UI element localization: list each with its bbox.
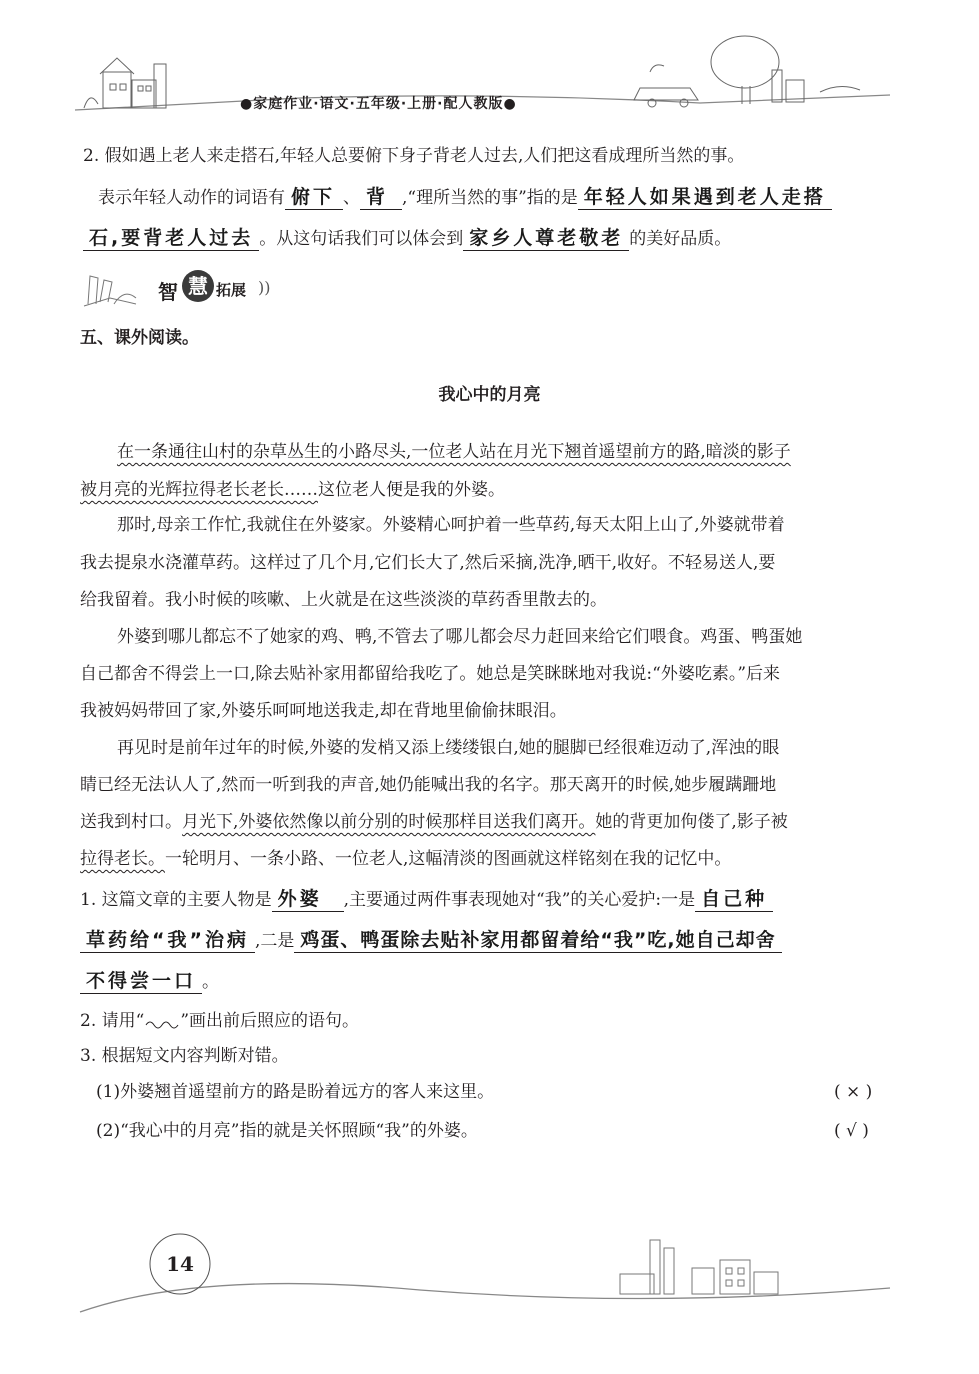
article-p4-line4 <box>80 848 731 870</box>
q2-answer-line-2 <box>83 227 731 251</box>
q2-instruction-post: ”画出前后照应的语句。 <box>180 1011 360 1031</box>
banner-text-tuozhan: 拓展 <box>216 281 247 299</box>
q1-answer-person: 外婆 <box>277 888 322 910</box>
section-5-title: 五、课外阅读。 <box>80 328 199 348</box>
article-p2-line2: 我去提泉水浇灌草药。这样过了几个月,它们长大了,然后采摘,洗净,晒干,收好。不轻易送人,要 <box>80 553 776 573</box>
article-p1-line2-rest: 这位老人便是我的外婆。 <box>318 480 505 500</box>
q1-answer-event1-part1: 自己种 <box>701 888 768 910</box>
q2-answer-a: 俯下 <box>291 186 336 208</box>
q2-answer-line-1 <box>98 186 832 210</box>
article-p4-line3 <box>80 811 788 833</box>
article-p3-line2: 自己都舍不得尝上一口,除去贴补家用都留给我吃了。她总是笑眯眯地对我说:“外婆吃素。”后来 <box>80 664 781 684</box>
article-p1-line2 <box>80 479 505 501</box>
q3-stem: 3. 根据短文内容判断对错。 <box>80 1046 289 1066</box>
q1-line2 <box>80 929 782 953</box>
article-p3-line1: 外婆到哪儿都忘不了她家的鸡、鸭,不管去了哪儿都会尽力赶回来给它们喂食。鸡蛋、鸭蛋她 <box>117 627 803 647</box>
banner-char-zhi: 智 <box>158 280 178 304</box>
q2-prompt-a: 表示年轻人动作的词语有 <box>98 188 285 208</box>
tree-car-sketch-right <box>634 36 860 107</box>
banner-wave-icon: )) <box>258 278 271 297</box>
q1-prompt-mid2: ,二是 <box>254 931 295 951</box>
article-p2-line3: 给我留着。我小时候的咳嗽、上火就是在这些淡淡的草药香里散去的。 <box>80 590 607 610</box>
q1-line1 <box>80 888 773 912</box>
article-p4-line3-rest: 她的背更加佝偻了,影子被 <box>595 812 788 832</box>
q2-instruction <box>80 1010 359 1032</box>
banner-char-hui: 慧 <box>182 270 214 302</box>
wavy-line-icon <box>144 1015 180 1029</box>
article-p1-line2-marked: 被月亮的光辉拉得老长老长…… <box>80 480 318 500</box>
q2-answer-c-part1: 年轻人如果遇到老人走搭 <box>583 186 826 208</box>
article-p4-line1: 再见时是前年过年的时候,外婆的发梢又添上缕缕银白,她的腿脚已经很难迈动了,浑浊的眼 <box>117 738 780 758</box>
q1-prompt: 1. 这篇文章的主要人物是 <box>80 890 272 910</box>
q3-item-1: (1)外婆翘首遥望前方的路是盼着远方的客人来这里。 <box>96 1082 495 1102</box>
article-p4-line4-rest: 一轮明月、一条小路、一位老人,这幅清淡的图画就这样铭刻在我的记忆中。 <box>165 849 732 869</box>
q3-item-2-mark: ( √ ) <box>834 1121 869 1141</box>
books-sketch-icon <box>80 268 160 312</box>
article-title: 我心中的月亮 <box>438 385 541 405</box>
q2-prompt-c: 。从这句话我们可以体会到 <box>259 229 464 249</box>
q2-answer-d: 家乡人尊老敬老 <box>469 227 624 249</box>
q3-item-1-mark: ( × ) <box>834 1082 873 1102</box>
article-p4-line2: 睛已经无法认人了,然而一听到我的声音,她仍能喊出我的名字。那天离开的时候,她步履蹒跚地 <box>80 775 777 795</box>
article-p3-line3: 我被妈妈带回了家,外婆乐呵呵地送我走,却在背地里偷偷抹眼泪。 <box>80 701 567 721</box>
q1-answer-event2-part2: 不得尝一口 <box>86 970 197 992</box>
q2-prompt-b: ,“理所当然的事”指的是 <box>402 188 578 208</box>
article-p1-line1: 在一条通往山村的杂草丛生的小路尽头,一位老人站在月光下翘首遥望前方的路,暗淡的影子 <box>117 442 791 462</box>
article-p4-line3-start: 送我到村口。 <box>80 812 182 832</box>
q1-answer-event1-part2: 草药给“我”治病 <box>86 929 249 951</box>
q2-sep: 、 <box>343 188 360 208</box>
q1-end: 。 <box>202 972 220 992</box>
article-p2-line1: 那时,母亲工作忙,我就住在外婆家。外婆精心呵护着一些草药,每天太阳上山了,外婆就带着 <box>117 515 785 535</box>
article-p4-line3-marked: 月光下,外婆依然像以前分别的时候那样目送我们离开。 <box>182 812 596 832</box>
q2-answer-c-part2: 石,要背老人过去 <box>89 227 254 249</box>
q2-answer-b: 背 <box>366 186 389 208</box>
footer-decoration <box>0 1230 979 1330</box>
article-p4-line4-marked: 拉得老长。 <box>80 849 165 869</box>
page-number: 14 <box>166 1252 194 1276</box>
q1-line3 <box>80 970 219 994</box>
q3-item-2: (2)“我心中的月亮”指的就是关怀照顾“我”的外婆。 <box>96 1121 478 1141</box>
q2-prompt-d: 的美好品质。 <box>629 229 732 249</box>
q2-instruction-pre: 2. 请用“ <box>80 1011 145 1031</box>
q1-answer-event2-part1: 鸡蛋、鸭蛋除去贴补家用都留着给“我”吃,她自己却舍 <box>300 929 776 951</box>
header-series-title: ●家庭作业·语文·五年级·上册·配人教版● <box>240 96 517 112</box>
q2-stem: 2. 假如遇上老人来走搭石,年轻人总要俯下身子背老人过去,人们把这看成理所当然的事。 <box>83 146 745 166</box>
q1-prompt-mid: ,主要通过两件事表现她对“我”的关心爱护:一是 <box>343 890 696 910</box>
section-banner <box>80 268 280 312</box>
